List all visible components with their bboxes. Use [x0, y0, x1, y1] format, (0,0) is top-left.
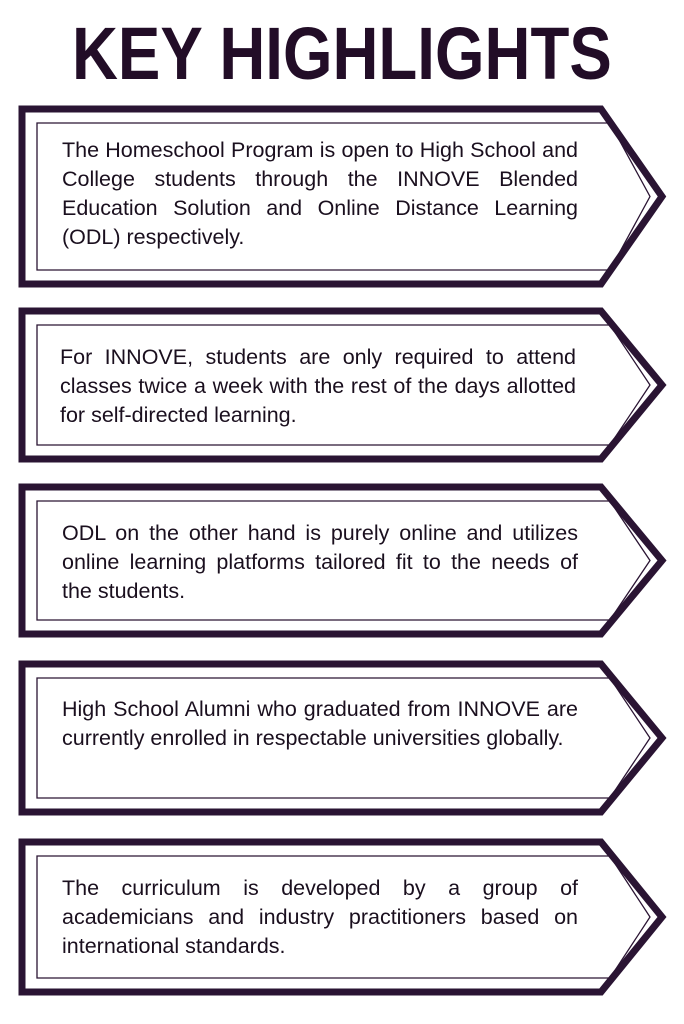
highlight-card-4 [18, 660, 668, 816]
highlight-text: ODL on the other hand is purely online and utilizes online learning platforms tailored fit to the needs of the students. [62, 521, 578, 603]
page-title [0, 14, 684, 94]
highlight-card-2 [18, 307, 668, 463]
highlight-card-5 [18, 838, 668, 996]
title-text: KEY HIGHLIGHTS [72, 12, 612, 95]
highlight-card-1 [18, 105, 668, 288]
highlight-text: High School Alumni who graduated from INNOVE are currently enrolled in respectable universities globally. [62, 697, 578, 750]
highlight-text: The Homeschool Program is open to High School and College students through the INNOVE Blended Education Solution and Online Distance Learning (ODL) respectively. [62, 138, 578, 249]
highlight-text: The curriculum is developed by a group of academicians and industry practitioners based on international standards. [62, 876, 578, 958]
highlight-text: For INNOVE, students are only required to attend classes twice a week with the rest of the days allotted for self-directed learning. [60, 345, 576, 427]
highlight-card-3 [18, 483, 668, 638]
